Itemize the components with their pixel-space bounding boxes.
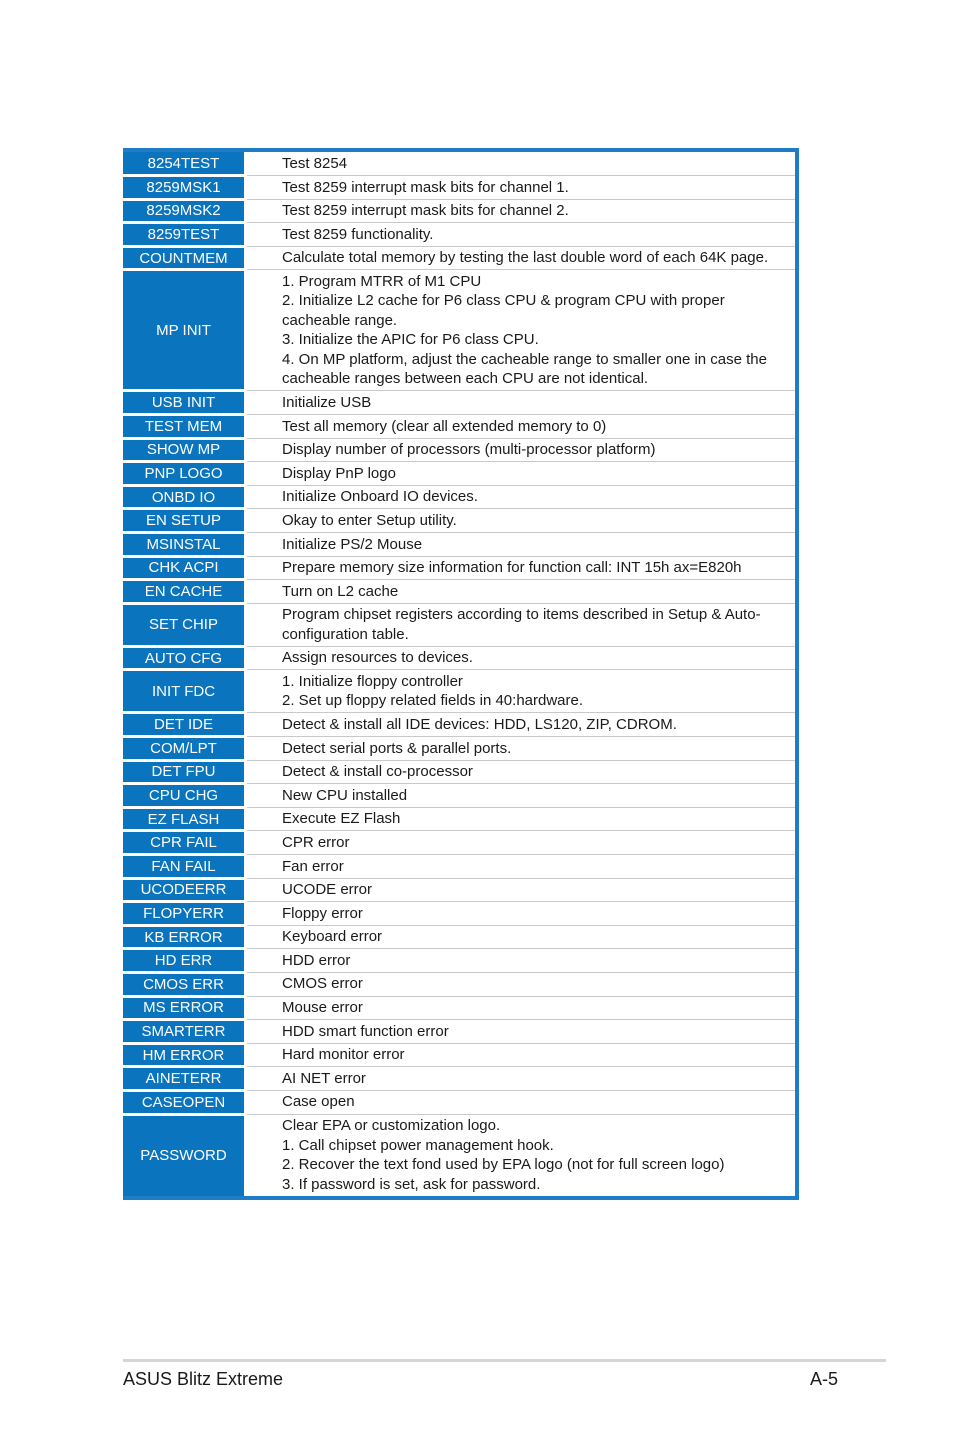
- description-cell: [246, 462, 796, 486]
- description-line: 3. If password is set, ask for password.: [282, 1175, 541, 1193]
- description-line: Test 8254: [282, 154, 348, 172]
- description-line: Floppy error: [282, 904, 363, 922]
- table-row: [123, 270, 795, 391]
- description-line: Execute EZ Flash: [282, 810, 401, 828]
- description-cell: [246, 760, 796, 784]
- post-code-cell: KB ERROR: [123, 925, 246, 949]
- post-code-cell: CMOS ERR: [123, 972, 246, 996]
- description-line: Test all memory (clear all extended memory to 0): [282, 417, 607, 435]
- description-cell: [246, 670, 796, 713]
- table-row: [123, 760, 795, 784]
- description-cell: [246, 1020, 796, 1044]
- description-line: Detect & install co-processor: [282, 763, 473, 781]
- post-code-cell: COM/LPT: [123, 737, 246, 761]
- table-row: [123, 646, 795, 670]
- description-line: 1. Call chipset power management hook.: [282, 1136, 554, 1154]
- table-row: [123, 223, 795, 247]
- description-line: Mouse error: [282, 999, 363, 1017]
- description-line: Test 8259 interrupt mask bits for channel 2.: [282, 202, 569, 220]
- post-code-cell: PASSWORD: [123, 1114, 246, 1196]
- post-code-cell: EN CACHE: [123, 580, 246, 604]
- description-line: cacheable ranges between each CPU are not identical.: [282, 370, 649, 388]
- description-line: AI NET error: [282, 1069, 366, 1087]
- footer-rule: [123, 1359, 886, 1362]
- post-code-cell: CPU CHG: [123, 784, 246, 808]
- table-row: [123, 1067, 795, 1091]
- description-cell: [246, 223, 796, 247]
- description-line: CPR error: [282, 833, 350, 851]
- post-code-cell: FLOPYERR: [123, 902, 246, 926]
- description-line: Initialize USB: [282, 394, 372, 412]
- post-code-cell: AINETERR: [123, 1067, 246, 1091]
- description-cell: [246, 270, 796, 391]
- post-code-cell: USB INIT: [123, 391, 246, 415]
- description-cell: [246, 996, 796, 1020]
- table-row: [123, 246, 795, 270]
- description-line: 2. Set up floppy related fields in 40:hardware.: [282, 692, 584, 710]
- post-code-cell: COUNTMEM: [123, 246, 246, 270]
- description-cell: [246, 391, 796, 415]
- description-line: cacheable range.: [282, 311, 398, 329]
- table-row: [123, 533, 795, 557]
- description-line: Hard monitor error: [282, 1046, 405, 1064]
- description-cell: [246, 603, 796, 646]
- description-cell: [246, 1043, 796, 1067]
- description-cell: [246, 438, 796, 462]
- description-line: Test 8259 interrupt mask bits for channel 1.: [282, 178, 569, 196]
- description-cell: [246, 1114, 796, 1196]
- table-row: [123, 176, 795, 200]
- description-line: Case open: [282, 1093, 355, 1111]
- description-line: UCODE error: [282, 881, 373, 899]
- description-line: HDD error: [282, 951, 351, 969]
- description-cell: [246, 902, 796, 926]
- post-code-cell: DET IDE: [123, 713, 246, 737]
- footer-page-number: A-5: [809, 1369, 838, 1389]
- post-code-table-grid: [123, 152, 795, 1196]
- table-row: [123, 902, 795, 926]
- post-code-cell: SET CHIP: [123, 603, 246, 646]
- description-line: Keyboard error: [282, 928, 383, 946]
- table-row: [123, 580, 795, 604]
- post-code-cell: FAN FAIL: [123, 854, 246, 878]
- description-line: 4. On MP platform, adjust the cacheable range to smaller one in case the: [282, 350, 767, 368]
- description-cell: [246, 556, 796, 580]
- table-row: [123, 996, 795, 1020]
- post-code-cell: MS ERROR: [123, 996, 246, 1020]
- description-line: CMOS error: [282, 975, 363, 993]
- description-cell: [246, 854, 796, 878]
- post-code-cell: 8259MSK1: [123, 176, 246, 200]
- description-line: 2. Initialize L2 cache for P6 class CPU & program CPU with proper: [282, 292, 725, 310]
- description-line: Turn on L2 cache: [282, 582, 399, 600]
- description-cell: [246, 485, 796, 509]
- description-cell: [246, 878, 796, 902]
- description-cell: [246, 415, 796, 439]
- table-row: [123, 784, 795, 808]
- post-code-cell: HD ERR: [123, 949, 246, 973]
- table-row: [123, 152, 795, 176]
- description-cell: [246, 199, 796, 223]
- description-cell: [246, 509, 796, 533]
- description-line: Detect & install all IDE devices: HDD, LS120, ZIP, CDROM.: [282, 715, 677, 733]
- description-line: Initialize PS/2 Mouse: [282, 535, 423, 553]
- table-row: [123, 1114, 795, 1196]
- description-line: Fan error: [282, 857, 344, 875]
- table-row: [123, 925, 795, 949]
- table-row: [123, 670, 795, 713]
- table-row: [123, 485, 795, 509]
- description-cell: [246, 972, 796, 996]
- table-row: [123, 438, 795, 462]
- table-row: [123, 556, 795, 580]
- table-row: [123, 949, 795, 973]
- description-cell: [246, 646, 796, 670]
- description-line: 2. Recover the text fond used by EPA logo (not for full screen logo): [282, 1156, 725, 1174]
- table-row: [123, 737, 795, 761]
- description-line: Assign resources to devices.: [282, 649, 473, 667]
- description-line: Detect serial ports & parallel ports.: [282, 739, 512, 757]
- post-code-cell: CPR FAIL: [123, 831, 246, 855]
- description-cell: [246, 246, 796, 270]
- post-code-table: [123, 148, 799, 1200]
- description-line: Okay to enter Setup utility.: [282, 511, 457, 529]
- post-code-cell: DET FPU: [123, 760, 246, 784]
- description-cell: [246, 1067, 796, 1091]
- footer-product-name: ASUS Blitz Extreme: [123, 1369, 284, 1389]
- description-line: 1. Initialize floppy controller: [282, 672, 463, 690]
- post-code-cell: EN SETUP: [123, 509, 246, 533]
- description-line: Calculate total memory by testing the last double word of each 64K page.: [282, 249, 769, 267]
- description-cell: [246, 713, 796, 737]
- post-code-cell: 8259TEST: [123, 223, 246, 247]
- table-row: [123, 509, 795, 533]
- table-row: [123, 199, 795, 223]
- description-cell: [246, 925, 796, 949]
- description-cell: [246, 831, 796, 855]
- post-code-cell: SMARTERR: [123, 1020, 246, 1044]
- table-row: [123, 391, 795, 415]
- description-cell: [246, 1090, 796, 1114]
- table-row: [123, 1043, 795, 1067]
- description-line: Program chipset registers according to items described in Setup & Auto-: [282, 606, 761, 624]
- post-code-cell: ONBD IO: [123, 485, 246, 509]
- post-code-cell: EZ FLASH: [123, 807, 246, 831]
- table-row: [123, 807, 795, 831]
- description-cell: [246, 784, 796, 808]
- post-code-cell: HM ERROR: [123, 1043, 246, 1067]
- description-cell: [246, 580, 796, 604]
- post-code-cell: 8254TEST: [123, 152, 246, 176]
- post-code-cell: AUTO CFG: [123, 646, 246, 670]
- table-row: [123, 1020, 795, 1044]
- post-code-rows: [123, 152, 795, 1196]
- description-line: configuration table.: [282, 625, 409, 643]
- table-row: [123, 972, 795, 996]
- description-line: Test 8259 functionality.: [282, 225, 434, 243]
- description-line: Initialize Onboard IO devices.: [282, 488, 478, 506]
- description-line: HDD smart function error: [282, 1022, 449, 1040]
- post-code-cell: SHOW MP: [123, 438, 246, 462]
- description-cell: [246, 737, 796, 761]
- table-row: [123, 831, 795, 855]
- table-row: [123, 462, 795, 486]
- post-code-cell: PNP LOGO: [123, 462, 246, 486]
- post-code-cell: 8259MSK2: [123, 199, 246, 223]
- table-row: [123, 415, 795, 439]
- description-cell: [246, 152, 796, 176]
- post-code-cell: CHK ACPI: [123, 556, 246, 580]
- description-line: New CPU installed: [282, 786, 408, 804]
- description-cell: [246, 176, 796, 200]
- table-row: [123, 878, 795, 902]
- description-line: Clear EPA or customization logo.: [282, 1117, 501, 1135]
- description-cell: [246, 807, 796, 831]
- description-line: Prepare memory size information for function call: INT 15h ax=E820h: [282, 559, 742, 577]
- description-line: Display number of processors (multi-processor platform): [282, 441, 656, 459]
- description-line: 3. Initialize the APIC for P6 class CPU.: [282, 331, 539, 349]
- description-cell: [246, 949, 796, 973]
- post-code-cell: UCODEERR: [123, 878, 246, 902]
- post-code-cell: MP INIT: [123, 270, 246, 391]
- table-row: [123, 1090, 795, 1114]
- table-row: [123, 854, 795, 878]
- description-cell: [246, 533, 796, 557]
- table-row: [123, 713, 795, 737]
- description-line: 1. Program MTRR of M1 CPU: [282, 272, 482, 290]
- post-code-cell: TEST MEM: [123, 415, 246, 439]
- table-row: [123, 603, 795, 646]
- post-code-cell: INIT FDC: [123, 670, 246, 713]
- description-line: Display PnP logo: [282, 464, 396, 482]
- post-code-cell: MSINSTAL: [123, 533, 246, 557]
- post-code-cell: CASEOPEN: [123, 1090, 246, 1114]
